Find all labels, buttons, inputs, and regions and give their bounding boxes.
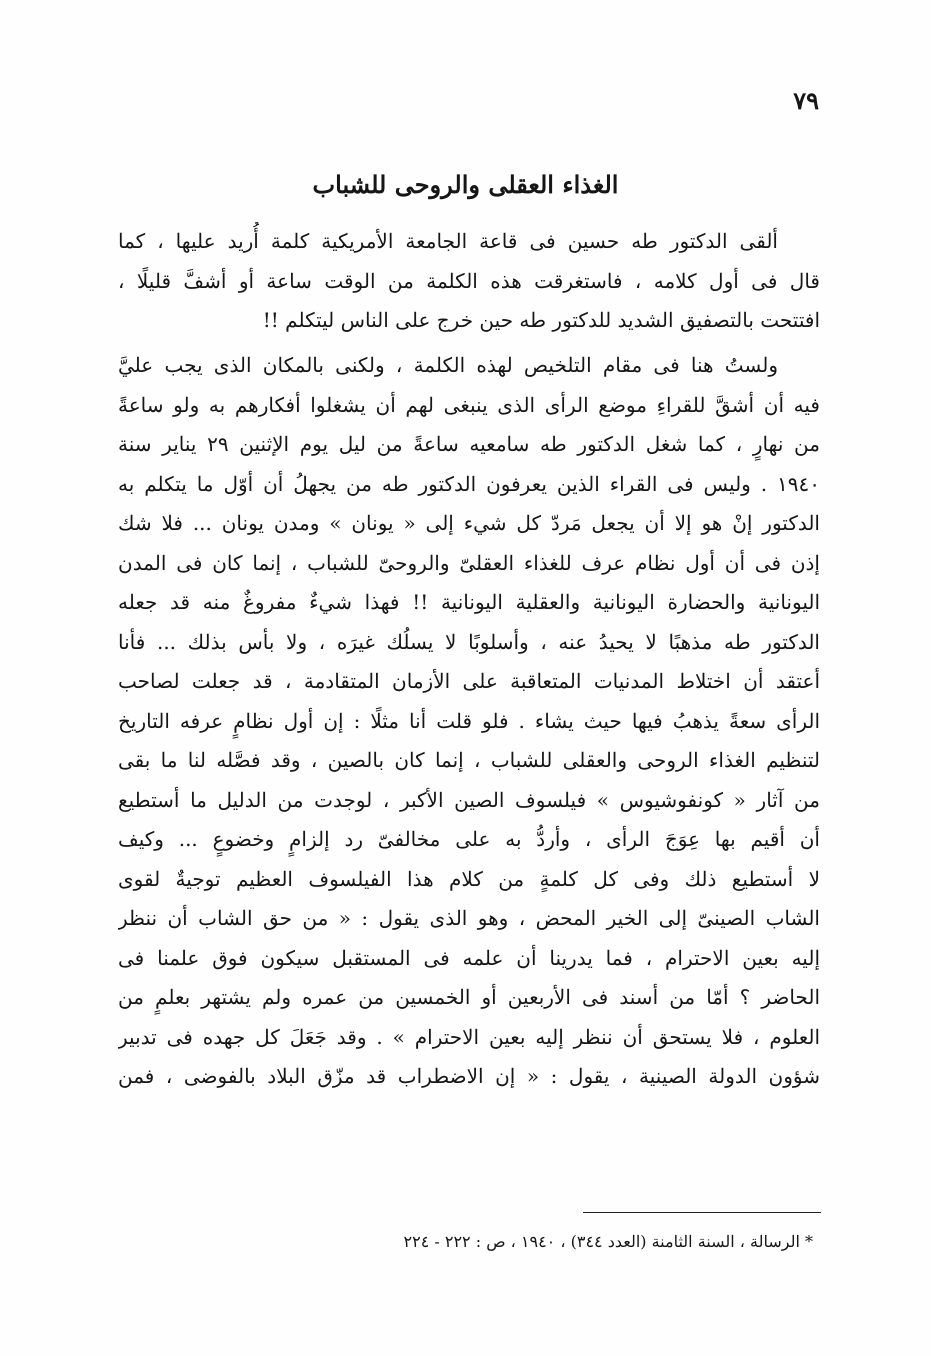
text-line: ألقى الدكتور طه حسين فى قاعة الجامعة الأمريكية كلمة أُريد عليها ، كما: [118, 229, 778, 253]
text-line: أن أقيم بها عِوَجَ الرأى ، وأردُّ به على مخالفىّ رد إلزامٍ وخضوعٍ ... وكيف: [118, 827, 820, 851]
text-line: قال فى أول كلامه ، فاستغرقت هذه الكلمة من الوقت ساعة أو أشفَّ قليلًا ،: [118, 268, 820, 293]
text-line: من نهارٍ ، كما شغل الدكتور طه سامعيه ساعةً من ليل يوم الإثنين ٢٩ يناير سنة: [118, 432, 820, 456]
footnote-divider: [583, 1212, 821, 1213]
footnote: * الرسالة ، السنة الثامنة (العدد ٣٤٤) ، ١٩٤٠ ، ص : ٢٢٢ - ٢٢٤: [403, 1232, 813, 1251]
text-line: إليه بعين الاحترام ، فما يدرينا أن علمه فى المستقبل سيكون فوق علمنا فى: [118, 945, 820, 970]
text-line: الدكتور إنْ هو إلا أن يجعل مَردّ كل شيء إلى « يونان » ومدن يونان ... فلا شك: [118, 511, 820, 535]
text-line: الشاب الصينىّ إلى الخير المحض ، وهو الذى يقول : « من حق الشاب أن ننظر: [118, 906, 820, 930]
text-line: من آثار « كونفوشيوس » فيلسوف الصين الأكبر ، لوجدت من الدليل ما أستطيع: [118, 787, 820, 812]
text-line: إذن فى أن أول نظام عرف للغذاء العقلىّ والروحىّ للشباب ، إنما كان فى المدن: [118, 550, 820, 575]
text-line: افتتحت بالتصفيق الشديد للدكتور طه حين خرج على الناس ليتكلم !!: [262, 308, 820, 332]
page-number: ٧٩: [793, 86, 819, 115]
text-line: ١٩٤٠ . وليس فى القراء الذين يعرفون الدكتور طه من يجهلُ أن أوّل ما يتكلم به: [118, 471, 820, 496]
text-line: الدكتور طه مذهبًا لا يحيدُ عنه ، وأسلوبًا لا يسلُك غيرَه ، ولا بأس بذلك ... فأنا: [118, 629, 820, 654]
text-line: شؤون الدولة الصينية ، يقول : « إن الاضطراب قد مزّق البلاد بالفوضى ، فمن: [118, 1064, 820, 1088]
text-line: لا أستطيع ذلك وفى كل كلمةٍ من كلام هذا الفيلسوف العظيم توجيةٌ لقوى: [118, 866, 820, 891]
chapter-title: الغذاء العقلى والروحى للشباب: [312, 170, 619, 199]
text-line: فيه أن أشقَّ للقراءِ موضع الرأى الذى ينبغى لهم أن يشغلوا أفكارهم به ولو ساعةً: [118, 392, 820, 417]
text-line: لتنظيم الغذاء الروحى والعقلى للشباب ، إنما كان بالصين ، وقد فصَّله لنا ما بقى: [118, 748, 820, 772]
text-line: اليونانية والحضارة اليونانية والعقلية اليونانية !! فهذا شيءٌ مفروغٌ منه قد جعله: [118, 590, 820, 614]
text-line: العلوم ، فلا يستحق أن ننظر إليه بعين الاحترام » . وقد جَعَلَ كل جهده فى تدبير: [118, 1024, 820, 1049]
paragraph-2: [118, 346, 820, 1097]
text-line: ولستُ هنا فى مقام التلخيص لهذه الكلمة ، ولكنى بالمكان الذى يجب عليَّ: [118, 353, 778, 377]
text-line: الرأى سعةً يذهبُ فيها حيث يشاء . فلو قلت أنا مثلًا : إن أول نظامٍ عرفه التاريخ: [118, 708, 820, 733]
text-line: الحاضر ؟ أمّا من أسند فى الأربعين أو الخمسين من عمره ولم يشتهر بعلمٍ من: [118, 985, 820, 1009]
text-line: أعتقد أن اختلاط المدنيات المتعاقبة على الأزمان المتقادمة ، قد جعلت لصاحب: [118, 669, 820, 693]
paragraph-1: [118, 222, 820, 341]
